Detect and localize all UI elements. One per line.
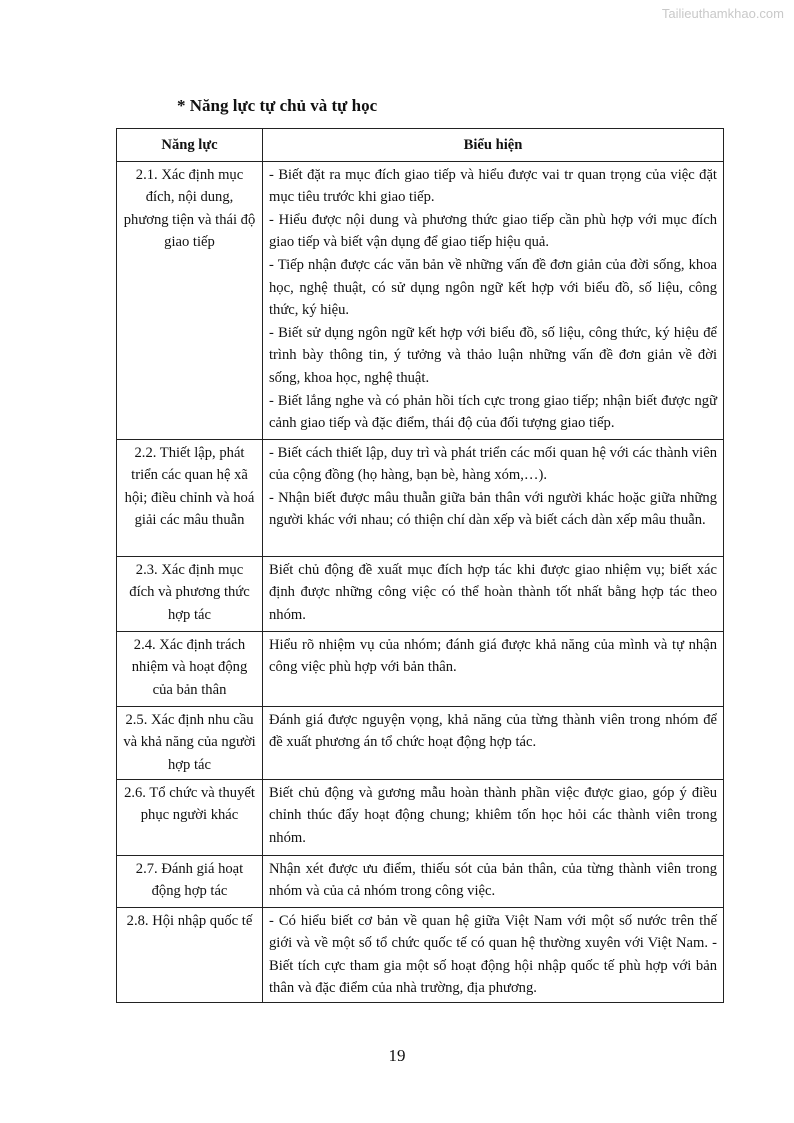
description-line: - Biết cách thiết lập, duy trì và phát triển các mối quan hệ với các thành viên của cộng đồng (họ hàng, bạn bè, hàng xóm,…).: [269, 444, 717, 484]
table-row: [117, 161, 724, 439]
description-cell: [263, 855, 724, 907]
ability-cell: 2.8. Hội nhập quốc tế: [117, 907, 263, 1002]
section-heading: * Năng lực tự chủ và tự học: [177, 96, 378, 115]
description-cell: [263, 556, 724, 631]
watermark: Tailieuthamkhao.com: [661, 6, 784, 21]
description-line: Đánh giá được nguyện vọng, khả năng của từng thành viên trong nhóm để đề xuất phương án tổ chức hoạt động hợp tác.: [269, 711, 717, 751]
description-line: Hiểu rõ nhiệm vụ của nhóm; đánh giá được khả năng của mình và tự nhận công việc phù hợp với bản thân.: [269, 636, 717, 676]
description-line: - Tiếp nhận được các văn bản về những vấn đề đơn giản của đời sống, khoa học, nghệ thuật, có sử dụng ngôn ngữ kết hợp với biểu đồ, số liệu, công thức, ký hiệu.: [269, 256, 717, 319]
table-row: [117, 779, 724, 855]
description-line: Biết chủ động và gương mẫu hoàn thành phần việc được giao, góp ý điều chỉnh thúc đẩy hoạt động chung; khiêm tốn học hỏi các thành viên trong nhóm.: [269, 784, 717, 846]
table-row: [117, 631, 724, 706]
table-row: [117, 855, 724, 907]
ability-cell: 2.5. Xác định nhu cầu và khả năng của người hợp tác: [117, 706, 263, 779]
ability-cell: 2.3. Xác định mục đích và phương thức hợp tác: [117, 556, 263, 631]
description-line: - Có hiểu biết cơ bản về quan hệ giữa Việt Nam với một số nước trên thế giới và về một số tổ chức quốc tế có quan hệ thường xuyên với Việt Nam. - Biết tích cực tham gia một số hoạt động hội nhập quốc tế phù hợp với bản thân và đặc điểm của nhà trường, địa phương.: [269, 912, 717, 997]
ability-cell: 2.7. Đánh giá hoạt động hợp tác: [117, 855, 263, 907]
ability-cell: 2.4. Xác định trách nhiệm và hoạt động của bản thân: [117, 631, 263, 706]
table-row: [117, 706, 724, 779]
page-number: 19: [388, 1046, 406, 1065]
ability-cell: 2.2. Thiết lập, phát triển các quan hệ xã hội; điều chỉnh và hoá giải các mâu thuẫn: [117, 439, 263, 556]
description-line: - Biết lắng nghe và có phản hồi tích cực trong giao tiếp; nhận biết được ngữ cảnh giao tiếp và đặc điểm, thái độ của đối tượng giao tiếp.: [269, 392, 717, 432]
description-line: - Hiểu được nội dung và phương thức giao tiếp cần phù hợp với mục đích giao tiếp và biết vận dụng để giao tiếp hiệu quả.: [269, 211, 717, 251]
header-description: Biểu hiện: [263, 129, 724, 162]
description-line: Biết chủ động đề xuất mục đích hợp tác khi được giao nhiệm vụ; biết xác định được những công việc có thể hoàn thành tốt nhất bằng hợp tác theo nhóm.: [269, 561, 717, 623]
competency-table: [116, 128, 724, 1003]
description-line: Nhận xét được ưu điểm, thiếu sót của bản thân, của từng thành viên trong nhóm và của cả nhóm trong công việc.: [269, 860, 717, 900]
description-line: - Nhận biết được mâu thuẫn giữa bản thân với người khác hoặc giữa những người khác với nhau; có thiện chí dàn xếp và biết cách dàn xếp mâu thuẫn.: [269, 489, 717, 529]
table-header-row: [117, 129, 724, 162]
description-cell: [263, 439, 724, 556]
ability-cell: 2.6. Tổ chức và thuyết phục người khác: [117, 779, 263, 855]
description-cell: [263, 779, 724, 855]
header-ability: Năng lực: [117, 129, 263, 162]
description-line: - Biết sử dụng ngôn ngữ kết hợp với biểu đồ, số liệu, công thức, ký hiệu để trình bày thông tin, ý tưởng và thảo luận những vấn đề đơn giản về đời sống, khoa học, nghệ thuật.: [269, 324, 717, 386]
table-row: [117, 907, 724, 1002]
description-line: - Biết đặt ra mục đích giao tiếp và hiểu được vai tr quan trọng của việc đặt mục tiêu trước khi giao tiếp.: [269, 166, 717, 206]
description-cell: [263, 907, 724, 1002]
description-cell: [263, 631, 724, 706]
table-row: [117, 439, 724, 556]
table-row: [117, 556, 724, 631]
description-cell: [263, 161, 724, 439]
description-cell: [263, 706, 724, 779]
ability-cell: 2.1. Xác định mục đích, nội dung, phương tiện và thái độ giao tiếp: [117, 161, 263, 439]
